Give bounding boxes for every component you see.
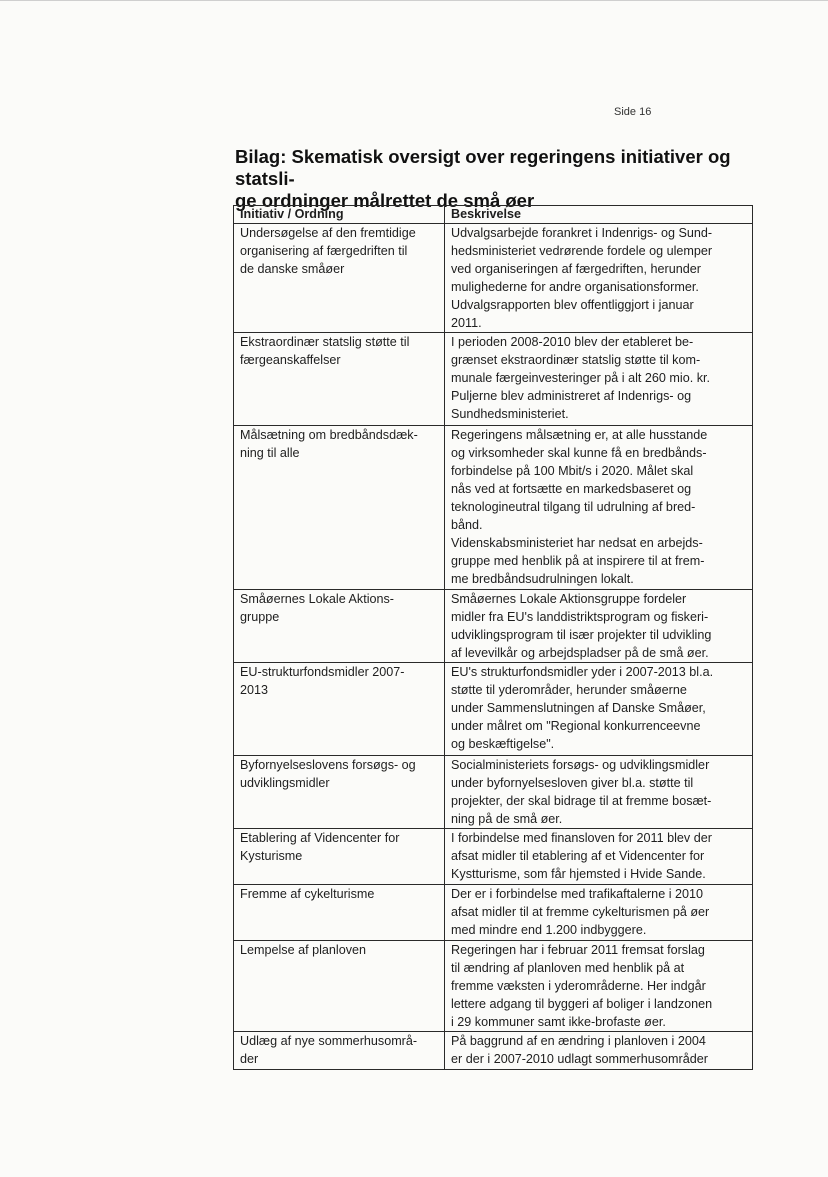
initiative-cell: Undersøgelse af den fremtidige organisering af færgedriften til de danske småøer — [234, 224, 445, 333]
header-description: Beskrivelse — [445, 206, 753, 224]
page-number: Side 16 — [614, 106, 652, 118]
table-row — [234, 941, 753, 1032]
table-row — [234, 1032, 753, 1070]
initiative-cell: Byfornyelseslovens forsøgs- og udviklingsmidler — [234, 756, 445, 829]
page-title-text: Bilag: Skematisk oversigt over regeringens initiativer og statsli- ge ordninger målrettet de små øer — [235, 146, 731, 211]
table-row — [234, 333, 753, 426]
header-initiative: Initiativ / Ordning — [234, 206, 445, 224]
table-row — [234, 426, 753, 590]
description-cell: Regeringen har i februar 2011 fremsat forslag til ændring af planloven med henblik på at fremme væksten i yderområderne. Her indgår lettere adgang til byggeri af boliger i landzonen i 29 kommuner samt ikke-brofaste øer. — [445, 941, 753, 1032]
page-title — [235, 146, 775, 212]
initiative-cell: Etablering af Videncenter for Kysturisme — [234, 829, 445, 885]
description-cell: Regeringens målsætning er, at alle husstande og virksomheder skal kunne få en bredbånds- forbindelse på 100 Mbit/s i 2020. Målet skal nås ved at fortsætte en markedsbaseret og teknologineutral tilgang til udrulning af bred- bånd. Videnskabsministeriet har nedsat en arbejds- gruppe med henblik på at inspirere til at frem- me bredbåndsudrulningen lokalt. — [445, 426, 753, 590]
description-cell: I forbindelse med finansloven for 2011 blev der afsat midler til etablering af et Videncenter for Kystturisme, som får hjemsted i Hvide Sande. — [445, 829, 753, 885]
initiative-cell: Målsætning om bredbåndsdæk- ning til alle — [234, 426, 445, 590]
initiative-cell: Fremme af cykelturisme — [234, 885, 445, 941]
description-cell: Småøernes Lokale Aktionsgruppe fordeler midler fra EU's landdistriktsprogram og fiskeri- udviklingsprogram til især projekter til udvikling af levevilkår og arbejdspladser på de små øer. — [445, 590, 753, 663]
table-row — [234, 590, 753, 663]
initiative-cell: Lempelse af planloven — [234, 941, 445, 1032]
initiatives-table — [233, 205, 753, 1070]
description-cell: Socialministeriets forsøgs- og udviklingsmidler under byfornyelsesloven giver bl.a. støtte til projekter, der skal bidrage til at fremme bosæt- ning på de små øer. — [445, 756, 753, 829]
description-cell: I perioden 2008-2010 blev der etableret be- grænset ekstraordinær statslig støtte til kom- munale færgeinvesteringer på i alt 260 mio. kr. Puljerne blev administreret af Indenrigs- og Sundhedsministeriet. — [445, 333, 753, 426]
description-cell: EU's strukturfondsmidler yder i 2007-2013 bl.a. støtte til yderområder, herunder småøerne under Sammenslutningen af Danske Småøer, under målret om "Regional konkurrenceevne og beskæftigelse". — [445, 663, 753, 756]
initiative-cell: Småøernes Lokale Aktions- gruppe — [234, 590, 445, 663]
table-row — [234, 663, 753, 756]
initiative-cell: Udlæg af nye sommerhusområ- der — [234, 1032, 445, 1070]
table-row — [234, 885, 753, 941]
table-header-row — [234, 206, 753, 224]
description-cell: Der er i forbindelse med trafikaftalerne i 2010 afsat midler til at fremme cykelturismen på øer med mindre end 1.200 indbyggere. — [445, 885, 753, 941]
description-cell: Udvalgsarbejde forankret i Indenrigs- og Sund- hedsministeriet vedrørende fordele og ulemper ved organiseringen af færgedriften, herunder mulighederne for andre organisationsformer. Udvalgsrapporten blev offentliggjort i januar 2011. — [445, 224, 753, 333]
table-row — [234, 756, 753, 829]
table-row — [234, 829, 753, 885]
scan-top-rule — [0, 0, 828, 1]
table-row — [234, 224, 753, 333]
initiative-cell: EU-strukturfondsmidler 2007- 2013 — [234, 663, 445, 756]
initiative-cell: Ekstraordinær statslig støtte til færgeanskaffelser — [234, 333, 445, 426]
description-cell: På baggrund af en ændring i planloven i 2004 er der i 2007-2010 udlagt sommerhusområder — [445, 1032, 753, 1070]
